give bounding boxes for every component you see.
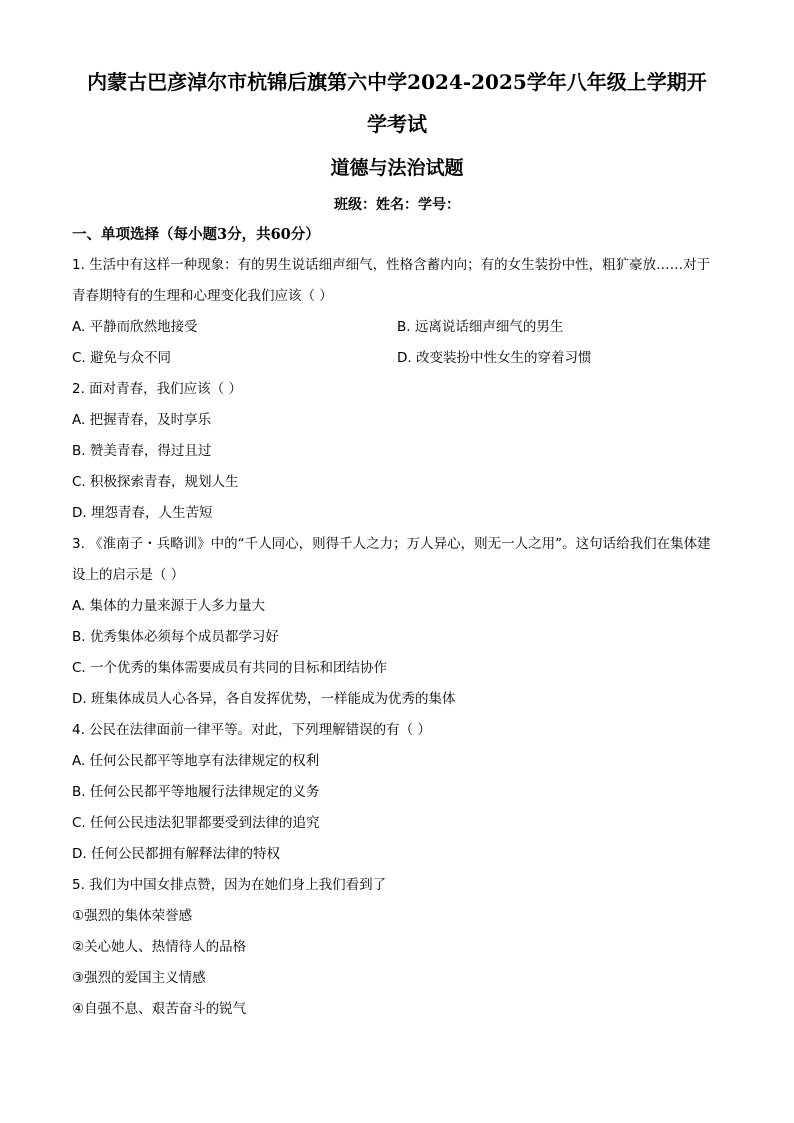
option-c: C. 一个优秀的集体需要成员有共同的目标和团结协作: [72, 660, 388, 676]
option-d: D. 埋怨青春，人生苦短: [72, 505, 213, 521]
option-b: B. 优秀集体必须每个成员都学习好: [72, 629, 279, 645]
option-b: B. 任何公民都平等地履行法律规定的义务: [72, 784, 320, 800]
question-stem: 3. 《淮南子・兵略训》中的“千人同心，则得千人之力；万人异心，则无一人之用”。这句话给我们在集体建设上的启示是（ ）: [72, 536, 711, 583]
question-3: [72, 529, 722, 715]
statement-2: ②关心她人、热情待人的品格: [72, 939, 247, 955]
option-c: C. 任何公民违法犯罪都要受到法律的追究: [72, 815, 320, 831]
option-c: C. 避免与众不同: [72, 350, 172, 366]
statement-4: ④自强不息、艰苦奋斗的锐气: [72, 1001, 247, 1017]
question-stem: 5. 我们为中国女排点赞，因为在她们身上我们看到了: [72, 877, 387, 893]
section-heading: 一、单项选择（每小题3分，共60分）: [72, 226, 320, 243]
subject-title: 道德与法治试题: [330, 157, 464, 179]
options-grid: [72, 312, 722, 374]
option-d: D. 任何公民都拥有解释法律的特权: [72, 846, 280, 862]
option-c: C. 积极探索青春，规划人生: [72, 474, 239, 490]
option-a: A. 集体的力量来源于人多力量大: [72, 598, 266, 614]
option-b: B. 赞美青春，得过且过: [72, 443, 212, 459]
question-stem: 2. 面对青春，我们应该（ ）: [72, 381, 242, 397]
student-info-line: 班级：姓名：学号：: [334, 197, 460, 213]
question-stem: 1. 生活中有这样一种现象：有的男生说话细声细气，性格含蓄内向；有的女生装扮中性，粗犷豪放……对于青春期特有的生理和心理变化我们应该（ ）: [72, 257, 711, 304]
question-2: [72, 374, 722, 529]
question-4: [72, 715, 722, 870]
statement-1: ①强烈的集体荣誉感: [72, 908, 193, 924]
exam-title-line2: 学考试: [367, 112, 427, 136]
question-1: [72, 250, 722, 374]
statement-3: ③强烈的爱国主义情感: [72, 970, 206, 986]
option-b: B. 远离说话细声细气的男生: [397, 319, 564, 335]
option-d: D. 班集体成员人心各异，各自发挥优势，一样能成为优秀的集体: [72, 691, 456, 707]
option-a: A. 把握青春，及时享乐: [72, 412, 212, 428]
question-stem: 4. 公民在法律面前一律平等。对此，下列理解错误的有（ ）: [72, 722, 431, 738]
exam-page: [72, 62, 722, 1025]
option-d: D. 改变装扮中性女生的穿着习惯: [397, 350, 592, 366]
question-5: [72, 870, 722, 1025]
exam-title-line1: 内蒙古巴彦淖尔市杭锦后旗第六中学2024-2025学年八年级上学期开: [87, 70, 707, 94]
option-a: A. 任何公民都平等地享有法律规定的权利: [72, 753, 320, 769]
option-a: A. 平静而欣然地接受: [72, 319, 198, 335]
